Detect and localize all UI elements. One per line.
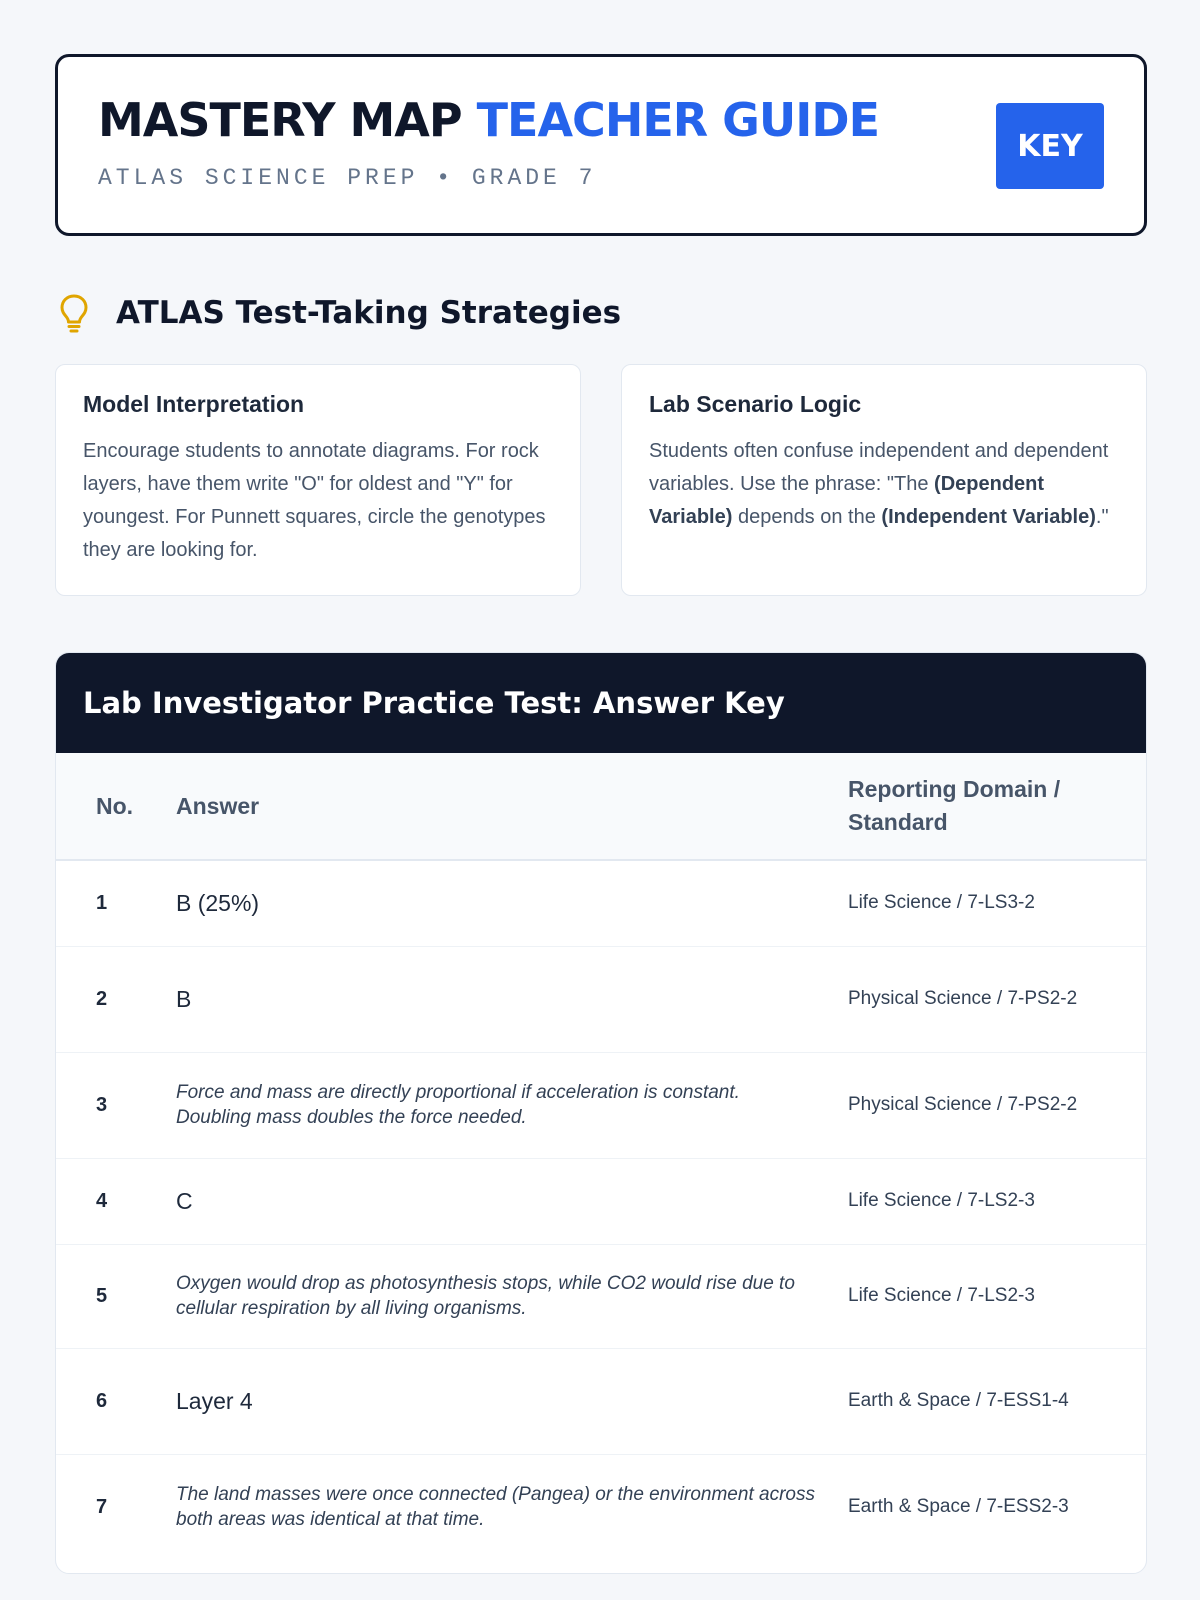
answer-cell: B bbox=[176, 985, 192, 1012]
body-text-mid: depends on the bbox=[732, 506, 882, 528]
question-number: 1 bbox=[96, 891, 108, 914]
column-header-no: No. bbox=[96, 792, 134, 819]
dependent-variable-term: (Dependent Variable) bbox=[649, 473, 1045, 528]
title-main: MASTERY MAP bbox=[98, 93, 462, 147]
standard-cell: Life Science / 7-LS3-2 bbox=[848, 892, 1035, 914]
body-text-start: Students often confuse independent and dependent variables. Use the phrase: "The bbox=[649, 440, 1109, 495]
answer-cell: B (25%) bbox=[176, 889, 260, 916]
strategy-card-title: Lab Scenario Logic bbox=[649, 391, 862, 417]
body-text-end: ." bbox=[1095, 506, 1109, 528]
page-title bbox=[98, 93, 879, 147]
column-header-standard: Reporting Domain / Standard bbox=[848, 776, 1061, 835]
question-number: 4 bbox=[96, 1189, 108, 1212]
strategy-card-model-interpretation bbox=[55, 364, 581, 596]
header-card bbox=[55, 54, 1147, 236]
standard-cell: Physical Science / 7-PS2-2 bbox=[848, 988, 1078, 1009]
answer-key-card bbox=[55, 652, 1147, 1574]
standard-cell: Earth & Space / 7-ESS1-4 bbox=[848, 1390, 1069, 1411]
table-row bbox=[56, 1348, 1147, 1454]
question-number: 3 bbox=[96, 1093, 108, 1116]
table-row bbox=[56, 1244, 1147, 1348]
column-header-answer: Answer bbox=[176, 792, 260, 819]
answer-cell: Layer 4 bbox=[176, 1387, 253, 1414]
key-badge: KEY bbox=[996, 103, 1104, 189]
answer-key-table bbox=[56, 753, 1147, 1560]
answer-cell: The land masses were once connected (Pangea) or the environment across both areas was identical at that time. bbox=[176, 1484, 815, 1531]
question-number: 5 bbox=[96, 1284, 108, 1307]
independent-variable-term: (Independent Variable) bbox=[881, 506, 1096, 528]
question-number: 2 bbox=[96, 987, 108, 1010]
question-number: 7 bbox=[96, 1495, 108, 1518]
table-row bbox=[56, 946, 1147, 1052]
answer-cell: C bbox=[176, 1187, 193, 1214]
title-accent: TEACHER GUIDE bbox=[476, 93, 880, 147]
table-row bbox=[56, 860, 1147, 946]
strategies-title: ATLAS Test-Taking Strategies bbox=[116, 295, 622, 331]
table-row bbox=[56, 1454, 1147, 1560]
strategies-heading bbox=[58, 290, 621, 336]
answer-cell: Oxygen would drop as photosynthesis stops, while CO2 would rise due to cellular respiration by all living organisms. bbox=[176, 1273, 795, 1319]
standard-cell: Life Science / 7-LS2-3 bbox=[848, 1285, 1035, 1306]
lightbulb-icon bbox=[58, 293, 90, 333]
standard-cell: Earth & Space / 7-ESS2-3 bbox=[848, 1496, 1069, 1518]
answer-cell: Force and mass are directly proportional if acceleration is constant. Doubling mass doubles the force needed. bbox=[176, 1082, 740, 1128]
answer-key-title: Lab Investigator Practice Test: Answer Key bbox=[56, 653, 1146, 753]
page-subtitle: ATLAS SCIENCE PREP • GRADE 7 bbox=[98, 165, 597, 191]
strategy-card-title: Model Interpretation bbox=[83, 391, 305, 417]
strategy-card-lab-scenario-logic bbox=[621, 364, 1147, 596]
standard-cell: Physical Science / 7-PS2-2 bbox=[848, 1094, 1078, 1115]
table-header-row bbox=[56, 753, 1147, 860]
strategy-card-body: Encourage students to annotate diagrams. For rock layers, have them write "O" for oldest and "Y" for youngest. For Punnett squares, circle the genotypes they are looking for. bbox=[83, 440, 546, 561]
question-number: 6 bbox=[96, 1389, 108, 1412]
table-row bbox=[56, 1158, 1147, 1244]
standard-cell: Life Science / 7-LS2-3 bbox=[848, 1190, 1035, 1211]
strategy-card-body bbox=[649, 435, 1120, 534]
table-row bbox=[56, 1052, 1147, 1158]
